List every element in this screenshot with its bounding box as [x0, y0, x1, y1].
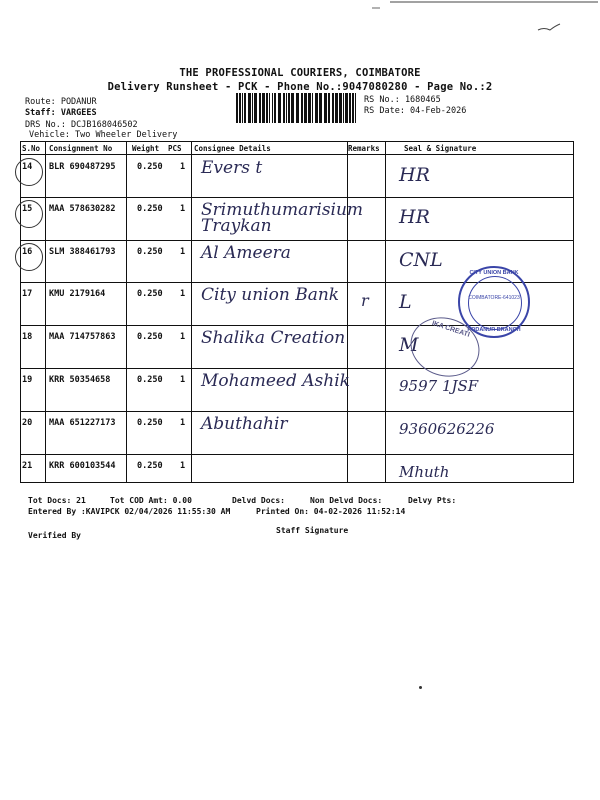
header-consignment: Consignment No	[49, 144, 113, 153]
stamp-inner-ring	[468, 276, 522, 330]
row-weight: 0.250	[137, 418, 163, 428]
barcode-bar	[328, 93, 330, 123]
delivery-points: Delvy Pts:	[408, 496, 457, 505]
barcode-bar	[288, 93, 290, 123]
column-divider	[385, 142, 386, 482]
row-consignment-no: BLR 690487295	[49, 162, 116, 172]
row-signature-handwriting: HR	[399, 206, 430, 228]
row-sno: 21	[22, 461, 33, 471]
row-signature-handwriting: L	[399, 291, 412, 313]
row-sno: 17	[22, 289, 33, 299]
sno-circle-mark	[15, 243, 43, 271]
stamp-bank-branch: PODANUR BRANCH	[467, 327, 521, 333]
row-consignee-handwriting: City union Bank	[201, 285, 340, 305]
row-consignee-handwriting: Shalika Creation	[201, 328, 346, 348]
header-sno: S.No	[22, 144, 41, 153]
row-divider	[21, 197, 573, 198]
row-consignment-no: MAA 714757863	[49, 332, 116, 342]
staff-label: Staff: VARGEES	[25, 108, 97, 118]
staff-signature-label: Staff Signature	[276, 526, 349, 535]
row-pcs: 1	[180, 162, 186, 172]
row-pcs: 1	[180, 461, 186, 471]
row-consignment-no: KMU 2179164	[49, 289, 106, 299]
barcode-bar	[242, 93, 243, 123]
barcode-bar	[252, 93, 253, 123]
row-consignee-handwriting: Mohameed Ashik	[201, 371, 350, 391]
row-sno: 15	[22, 204, 33, 214]
row-weight: 0.250	[137, 375, 163, 385]
barcode-bar	[274, 93, 276, 123]
barcode-bar	[355, 93, 356, 123]
barcode-bar	[272, 93, 273, 123]
row-pcs: 1	[180, 375, 186, 385]
shop-stamp-text: IKA CREATI	[430, 320, 471, 339]
row-consignee-handwriting: Abuthahir	[201, 414, 288, 434]
route-label: Route: PODANUR	[25, 97, 97, 107]
header-divider	[21, 154, 573, 155]
row-sno: 20	[22, 418, 33, 428]
company-title: THE PROFESSIONAL COURIERS, COIMBATORE	[179, 67, 421, 79]
barcode-bar	[324, 93, 327, 123]
barcode-bar	[352, 93, 354, 123]
barcode-bar	[304, 93, 307, 123]
row-pcs: 1	[180, 289, 186, 299]
row-signature-handwriting: M	[399, 334, 419, 356]
barcode-bar	[312, 93, 313, 123]
row-weight: 0.250	[137, 461, 163, 471]
barcode-bar	[278, 93, 281, 123]
sno-circle-mark	[15, 200, 43, 228]
row-consignee-handwriting: Evers t	[201, 158, 263, 178]
header-remarks: Remarks	[348, 144, 380, 153]
row-divider	[21, 411, 573, 412]
row-signature-handwriting: Mhuth	[399, 463, 450, 481]
rs-date: RS Date: 04-Feb-2026	[364, 106, 467, 116]
barcode-bar	[319, 93, 322, 123]
row-weight: 0.250	[137, 289, 163, 299]
row-consignment-no: KRR 600103544	[49, 461, 116, 471]
row-divider	[21, 368, 573, 369]
barcode-bar	[301, 93, 303, 123]
column-divider	[126, 142, 127, 482]
delivered-docs: Delvd Docs:	[232, 496, 285, 505]
row-remarks-handwriting: r	[361, 291, 369, 310]
row-sno: 18	[22, 332, 33, 342]
stamp-bank-name: CITY UNION BANK	[469, 270, 519, 276]
non-delivered-docs: Non Delvd Docs:	[310, 496, 383, 505]
runsheet-title: Delivery Runsheet - PCK - Phone No.:9047080280 - Page No.:2	[107, 81, 493, 93]
row-pcs: 1	[180, 332, 186, 342]
entered-by: Entered By :KAVIPCK 02/04/2026 11:55:30 AM	[28, 507, 231, 516]
row-consignment-no: MAA 578630282	[49, 204, 116, 214]
barcode-bar	[262, 93, 265, 123]
column-divider	[191, 142, 192, 482]
barcode-bar	[343, 93, 344, 123]
barcode-bar	[239, 93, 241, 123]
header-weight: Weight	[132, 144, 160, 153]
row-pcs: 1	[180, 247, 186, 257]
sno-circle-mark	[15, 158, 43, 186]
row-weight: 0.250	[137, 247, 163, 257]
header-seal-signature: Seal & Signature	[404, 144, 477, 153]
row-weight: 0.250	[137, 204, 163, 214]
barcode-bar	[291, 93, 294, 123]
rs-number: RS No.: 1680465	[364, 95, 441, 105]
barcode-bar	[308, 93, 311, 123]
row-pcs: 1	[180, 418, 186, 428]
row-weight: 0.250	[137, 332, 163, 342]
barcode-bar	[254, 93, 257, 123]
barcode-bar	[266, 93, 268, 123]
drs-number: DRS No.: DCJB168046502	[25, 120, 138, 130]
tot-docs: Tot Docs: 21	[28, 496, 86, 505]
barcode-bar	[236, 93, 238, 123]
barcode-bar	[283, 93, 285, 123]
row-consignment-no: KRR 50354658	[49, 375, 111, 385]
barcode-bar	[244, 93, 246, 123]
barcode-bar	[248, 93, 251, 123]
stamp-bank-city: COIMBATORE-641023	[468, 295, 520, 301]
printed-on: Printed On: 04-02-2026 11:52:14	[256, 507, 406, 516]
scan-dot	[419, 686, 422, 689]
row-signature-handwriting: 9597 1JSF	[399, 377, 479, 395]
barcode-bar	[296, 93, 299, 123]
row-divider	[21, 240, 573, 241]
row-sno: 16	[22, 247, 33, 257]
barcode-bar	[259, 93, 261, 123]
vehicle-label: Vehicle: Two Wheeler Delivery	[29, 130, 178, 140]
barcode-bar	[335, 93, 338, 123]
barcode-bar	[349, 93, 351, 123]
scan-marks	[0, 0, 600, 40]
row-pcs: 1	[180, 204, 186, 214]
row-signature-handwriting: CNL	[399, 249, 443, 271]
tot-cod-amount: Tot COD Amt: 0.00	[110, 496, 192, 505]
barcode-bar	[315, 93, 318, 123]
row-signature-handwriting: 9360626226	[399, 420, 495, 438]
row-consignment-no: SLM 388461793	[49, 247, 116, 257]
barcode-image	[236, 93, 360, 123]
header-pcs: PCS	[168, 144, 182, 153]
row-consignee-handwriting: Srimuthumarisium Traykan	[201, 200, 364, 236]
verified-by: Verified By	[28, 531, 81, 540]
barcode-bar	[339, 93, 342, 123]
row-divider	[21, 454, 573, 455]
row-consignment-no: MAA 651227173	[49, 418, 116, 428]
barcode-bar	[269, 93, 270, 123]
row-sno: 19	[22, 375, 33, 385]
header-consignee: Consignee Details	[194, 144, 271, 153]
row-weight: 0.250	[137, 162, 163, 172]
barcode-bar	[332, 93, 334, 123]
row-sno: 14	[22, 162, 33, 172]
barcode-bar	[286, 93, 287, 123]
barcode-bar	[345, 93, 348, 123]
row-consignee-handwriting: Al Ameera	[201, 243, 291, 263]
row-signature-handwriting: HR	[399, 164, 430, 186]
column-divider	[45, 142, 46, 482]
